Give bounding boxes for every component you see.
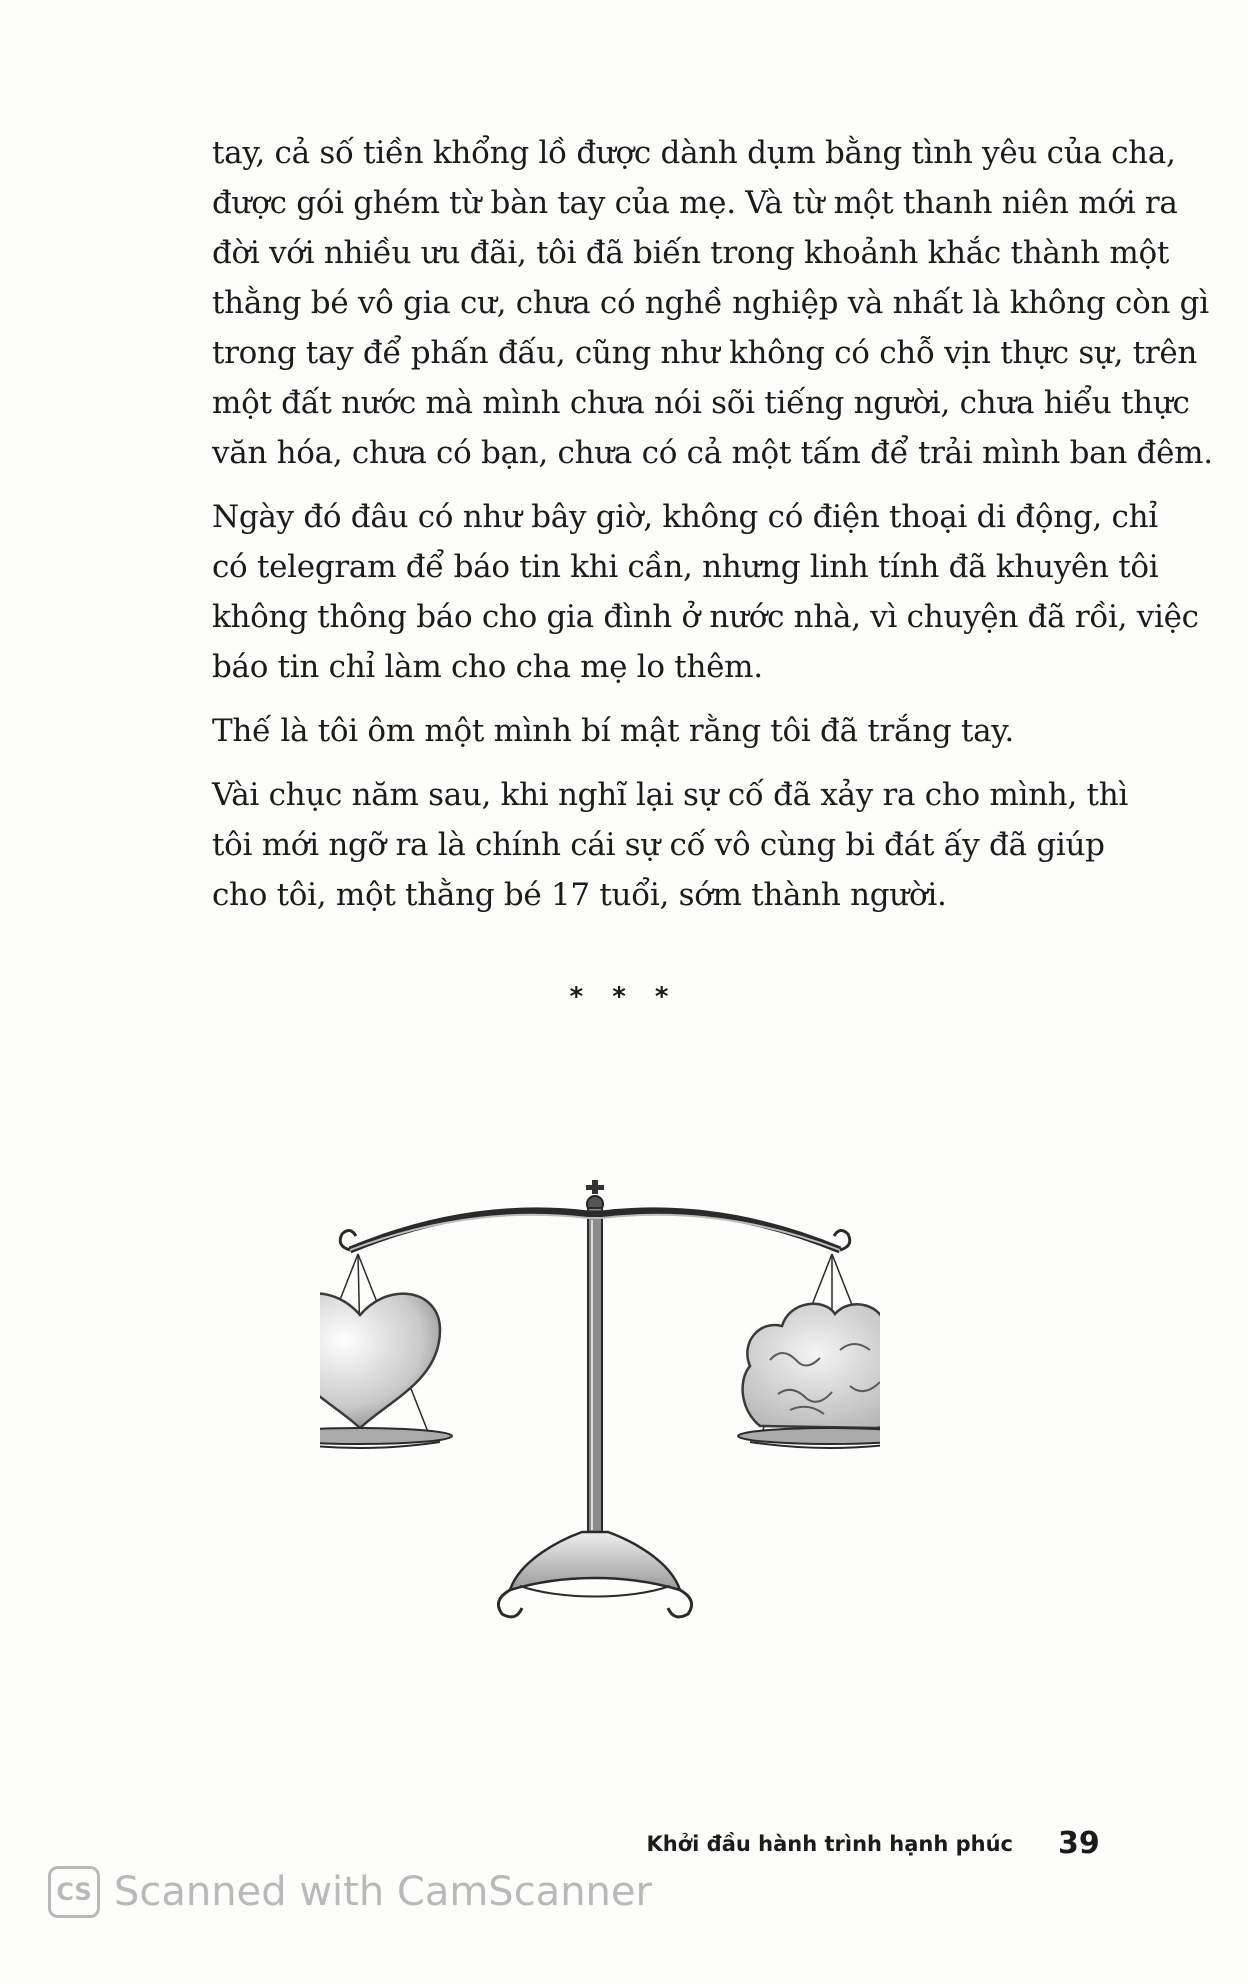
text-line: văn hóa, chưa có bạn, chưa có cả một tấm để trải mình ban đêm. (212, 435, 1213, 471)
text-line: thằng bé vô gia cư, chưa có nghề nghiệp và nhất là không còn gì (212, 285, 1209, 321)
page-number: 39 (1058, 1826, 1100, 1861)
text-line: tôi mới ngỡ ra là chính cái sự cố vô cùng bi đát ấy đã giúp (212, 827, 1105, 863)
text-line: trong tay để phấn đấu, cũng như không có chỗ vịn thực sự, trên (212, 335, 1198, 371)
paragraph-1 (212, 128, 1213, 478)
paragraph-3 (212, 706, 1092, 756)
watermark-text: Scanned with CamScanner (114, 1869, 652, 1915)
camscanner-watermark (48, 1862, 652, 1922)
text-line: không thông báo cho gia đình ở nước nhà, vì chuyện đã rồi, việc (212, 599, 1199, 635)
balance-scale-heart-brain-icon (320, 1180, 880, 1640)
text-line: Thế là tôi ôm một mình bí mật rằng tôi đã trắng tay. (212, 713, 1014, 749)
text-line: Vài chục năm sau, khi nghĩ lại sự cố đã xảy ra cho mình, thì (212, 777, 1128, 813)
text-line: cho tôi, một thằng bé 17 tuổi, sớm thành người. (212, 877, 947, 913)
paragraph-2 (212, 492, 1199, 692)
paragraph-4 (212, 770, 1128, 920)
running-footer-title: Khởi đầu hành trình hạnh phúc (646, 1832, 1013, 1856)
text-line: báo tin chỉ làm cho cha mẹ lo thêm. (212, 649, 763, 685)
text-line: có telegram để báo tin khi cần, nhưng linh tính đã khuyên tôi (212, 549, 1159, 585)
text-line: tay, cả số tiền khổng lồ được dành dụm bằng tình yêu của cha, (212, 135, 1176, 171)
text-line: được gói ghém từ bàn tay của mẹ. Và từ một thanh niên mới ra (212, 185, 1178, 221)
body-text (212, 128, 1213, 934)
section-separator: * * * (569, 982, 679, 1012)
text-line: Ngày đó đâu có như bây giờ, không có điện thoại di động, chỉ (212, 499, 1158, 535)
text-line: đời với nhiều ưu đãi, tôi đã biến trong khoảnh khắc thành một (212, 235, 1170, 271)
camscanner-logo-icon: CS (48, 1866, 100, 1918)
text-line: một đất nước mà mình chưa nói sõi tiếng người, chưa hiểu thực (212, 385, 1190, 421)
